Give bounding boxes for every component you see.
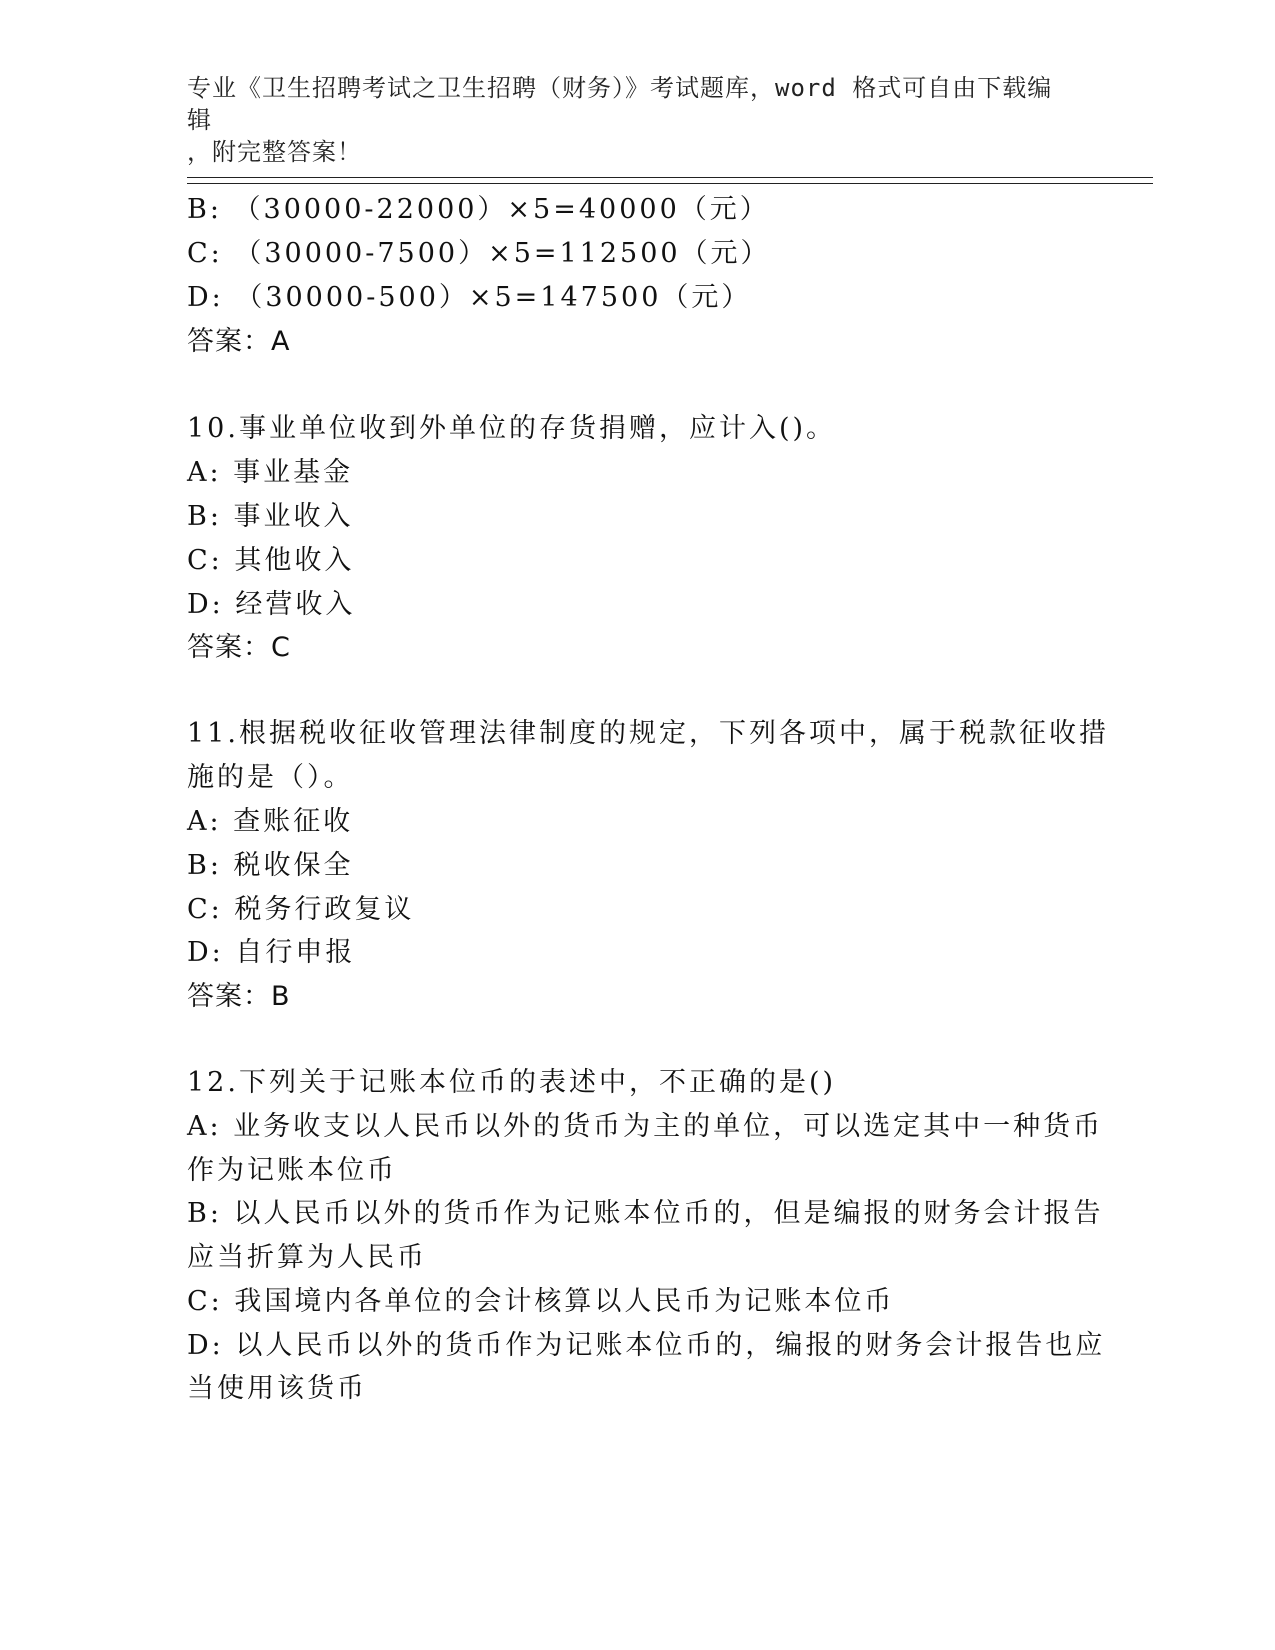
q11-option-d: D: 自行申报	[187, 937, 356, 968]
q12-option-d-line-1: D: 以人民币以外的货币作为记账本位币的，编报的财务会计报告也应	[187, 1330, 1106, 1361]
q11-answer: 答案：B	[187, 981, 291, 1012]
q10-option-c: C: 其他收入	[187, 545, 355, 576]
q10-option-a: A: 事业基金	[187, 457, 354, 488]
q9-answer: 答案：A	[187, 326, 291, 357]
q11-option-c: C: 税务行政复议	[187, 894, 415, 925]
q11-option-b: B: 税收保全	[187, 850, 354, 881]
q10-answer: 答案：C	[187, 632, 291, 663]
header-divider-bottom	[187, 183, 1153, 184]
header-line-2: ，附完整答案！	[187, 138, 362, 166]
header-divider-top	[187, 177, 1153, 178]
q9-option-c: C: （30000-7500）×5=112500（元）	[187, 238, 771, 269]
q10-option-b: B: 事业收入	[187, 501, 354, 532]
q9-option-b: B: （30000-22000）×5=40000（元）	[187, 194, 770, 225]
q11-stem-line-1: 11.根据税收征收管理法律制度的规定，下列各项中，属于税款征收措	[187, 718, 1109, 749]
header-line-1: 专业《卫生招聘考试之卫生招聘（财务）》考试题库，word 格式可自由下载编辑	[187, 74, 1053, 134]
document-header	[187, 72, 1067, 168]
q12-option-b-line-1: B: 以人民币以外的货币作为记账本位币的，但是编报的财务会计报告	[187, 1198, 1104, 1229]
q10-option-d: D: 经营收入	[187, 589, 356, 620]
q11-option-a: A: 查账征收	[187, 806, 354, 837]
q10-stem: 10.事业单位收到外单位的存货捐赠，应计入()。	[187, 413, 837, 444]
q12-stem: 12.下列关于记账本位币的表述中，不正确的是()	[187, 1067, 837, 1098]
q12-option-b-line-2: 应当折算为人民币	[187, 1242, 427, 1273]
q11-stem-line-2: 施的是（）。	[187, 762, 354, 793]
q12-option-c: C: 我国境内各单位的会计核算以人民币为记账本位币	[187, 1286, 895, 1317]
q12-option-a-line-2: 作为记账本位币	[187, 1155, 397, 1186]
q12-option-d-line-2: 当使用该货币	[187, 1373, 367, 1404]
q12-option-a-line-1: A: 业务收支以人民币以外的货币为主的单位，可以选定其中一种货币	[187, 1111, 1104, 1142]
q9-option-d: D: （30000-500）×5=147500（元）	[187, 282, 752, 313]
